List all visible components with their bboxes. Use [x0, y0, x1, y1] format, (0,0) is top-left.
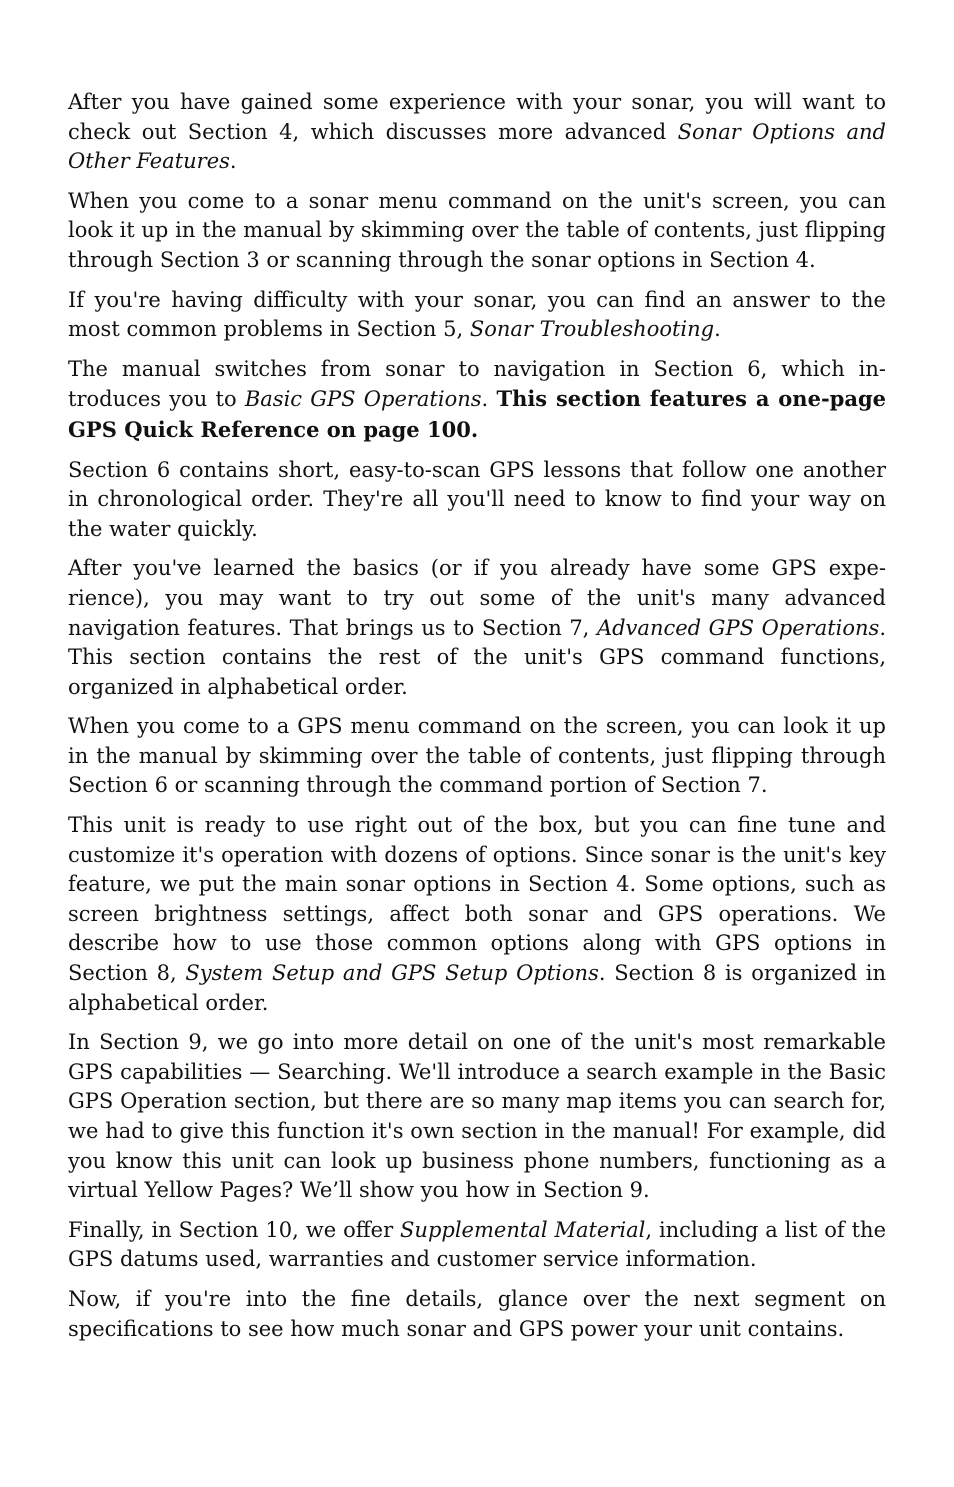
- text-run: . This section contains the rest of the unit's GPS command functions, organized in alphabetical order.: [68, 615, 886, 699]
- paragraph-basic-gps: [68, 355, 886, 446]
- paragraph-gps-menu-lookup: [68, 712, 886, 801]
- text-run: Section 6 contains short, easy-to-scan GPS lessons that follow one another in chronological order. They're all you'll need to know to find your way on the water quickly.: [68, 457, 886, 541]
- text-run: .: [481, 387, 497, 412]
- paragraph-sonar-menu-lookup: [68, 187, 886, 276]
- text-run: After you have gained some experience with your sonar, you will want to check out Section 4, which discusses more advanced: [68, 90, 886, 144]
- italic-title-advanced-gps: Advanced GPS Operations: [596, 615, 880, 640]
- paragraph-sonar-troubleshooting: [68, 286, 886, 345]
- text-run: . Section 8 is organized in alphabetical order.: [68, 961, 886, 1015]
- text-run: In Section 9, we go into more detail on one of the unit's most remarkable GPS capabilities — Searching. We'll introduce a search example in the Basic GPS Operation section, but there are so many map items you can search for, we had to give this function it's own section in the manual! For example, did you know this unit can look up business phone numbers, functioning as a virtual Yellow Pages? We’ll show you how in Section 9.: [68, 1030, 886, 1203]
- text-run: , including a list of the GPS datums used, warranties and customer service information.: [68, 1217, 886, 1272]
- text-run: After you've learned the basics (or if you already have some GPS experience), you may want to try out some of the unit's many advanced navigation features. That brings us to Section 7,: [68, 556, 886, 640]
- bold-quick-reference-note: This section features a one-page GPS Quick Reference on page 100.: [68, 386, 886, 442]
- text-run: The manual switches from sonar to navigation in Section 6, which introduces you to: [68, 356, 886, 412]
- text-run: When you come to a sonar menu command on the unit's screen, you can look it up in the manual by skimming over the table of contents, just flipping through Section 3 or scanning through the sonar options in Section 4.: [68, 188, 886, 272]
- text-run: .: [714, 317, 721, 342]
- text-run: When you come to a GPS menu command on the screen, you can look it up in the manual by skimming over the table of contents, just flipping through Section 6 or scanning through the command portion of Section 7.: [68, 714, 886, 798]
- paragraph-advanced-sonar: [68, 88, 886, 177]
- manual-page-body: [68, 88, 886, 1354]
- italic-title-basic-gps: Basic GPS Operations: [244, 387, 482, 412]
- text-run: If you're having difficulty with your sonar, you can find an answer to the most common problems in Section 5,: [68, 287, 886, 342]
- paragraph-searching: [68, 1028, 886, 1206]
- italic-title-sonar-troubleshooting: Sonar Troubleshooting: [469, 317, 715, 342]
- italic-title-sonar-options: Sonar Options and Other Features: [68, 119, 886, 174]
- italic-title-system-setup: System Setup and GPS Setup Options: [185, 961, 599, 986]
- text-run: Now, if you're into the fine details, glance over the next segment on specifications to see how much sonar and GPS power your unit contains.: [68, 1286, 886, 1341]
- italic-title-supplemental: Supplemental Material: [400, 1217, 646, 1242]
- paragraph-system-setup: [68, 811, 886, 1018]
- paragraph-supplemental: [68, 1216, 886, 1275]
- paragraph-specifications: [68, 1285, 886, 1344]
- text-run: .: [229, 149, 237, 174]
- text-run: This unit is ready to use right out of the box, but you can fine tune and customize it's operation with dozens of options. Since sonar is the unit's key feature, we put the main sonar options in Section 4. Some options, such as screen brightness settings, affect both sonar and GPS operations. We describe how to use those common options along with GPS options in Section 8,: [68, 813, 886, 986]
- text-run: Finally, in Section 10, we offer: [68, 1217, 401, 1242]
- paragraph-gps-lessons: [68, 456, 886, 545]
- paragraph-advanced-gps: [68, 554, 886, 702]
